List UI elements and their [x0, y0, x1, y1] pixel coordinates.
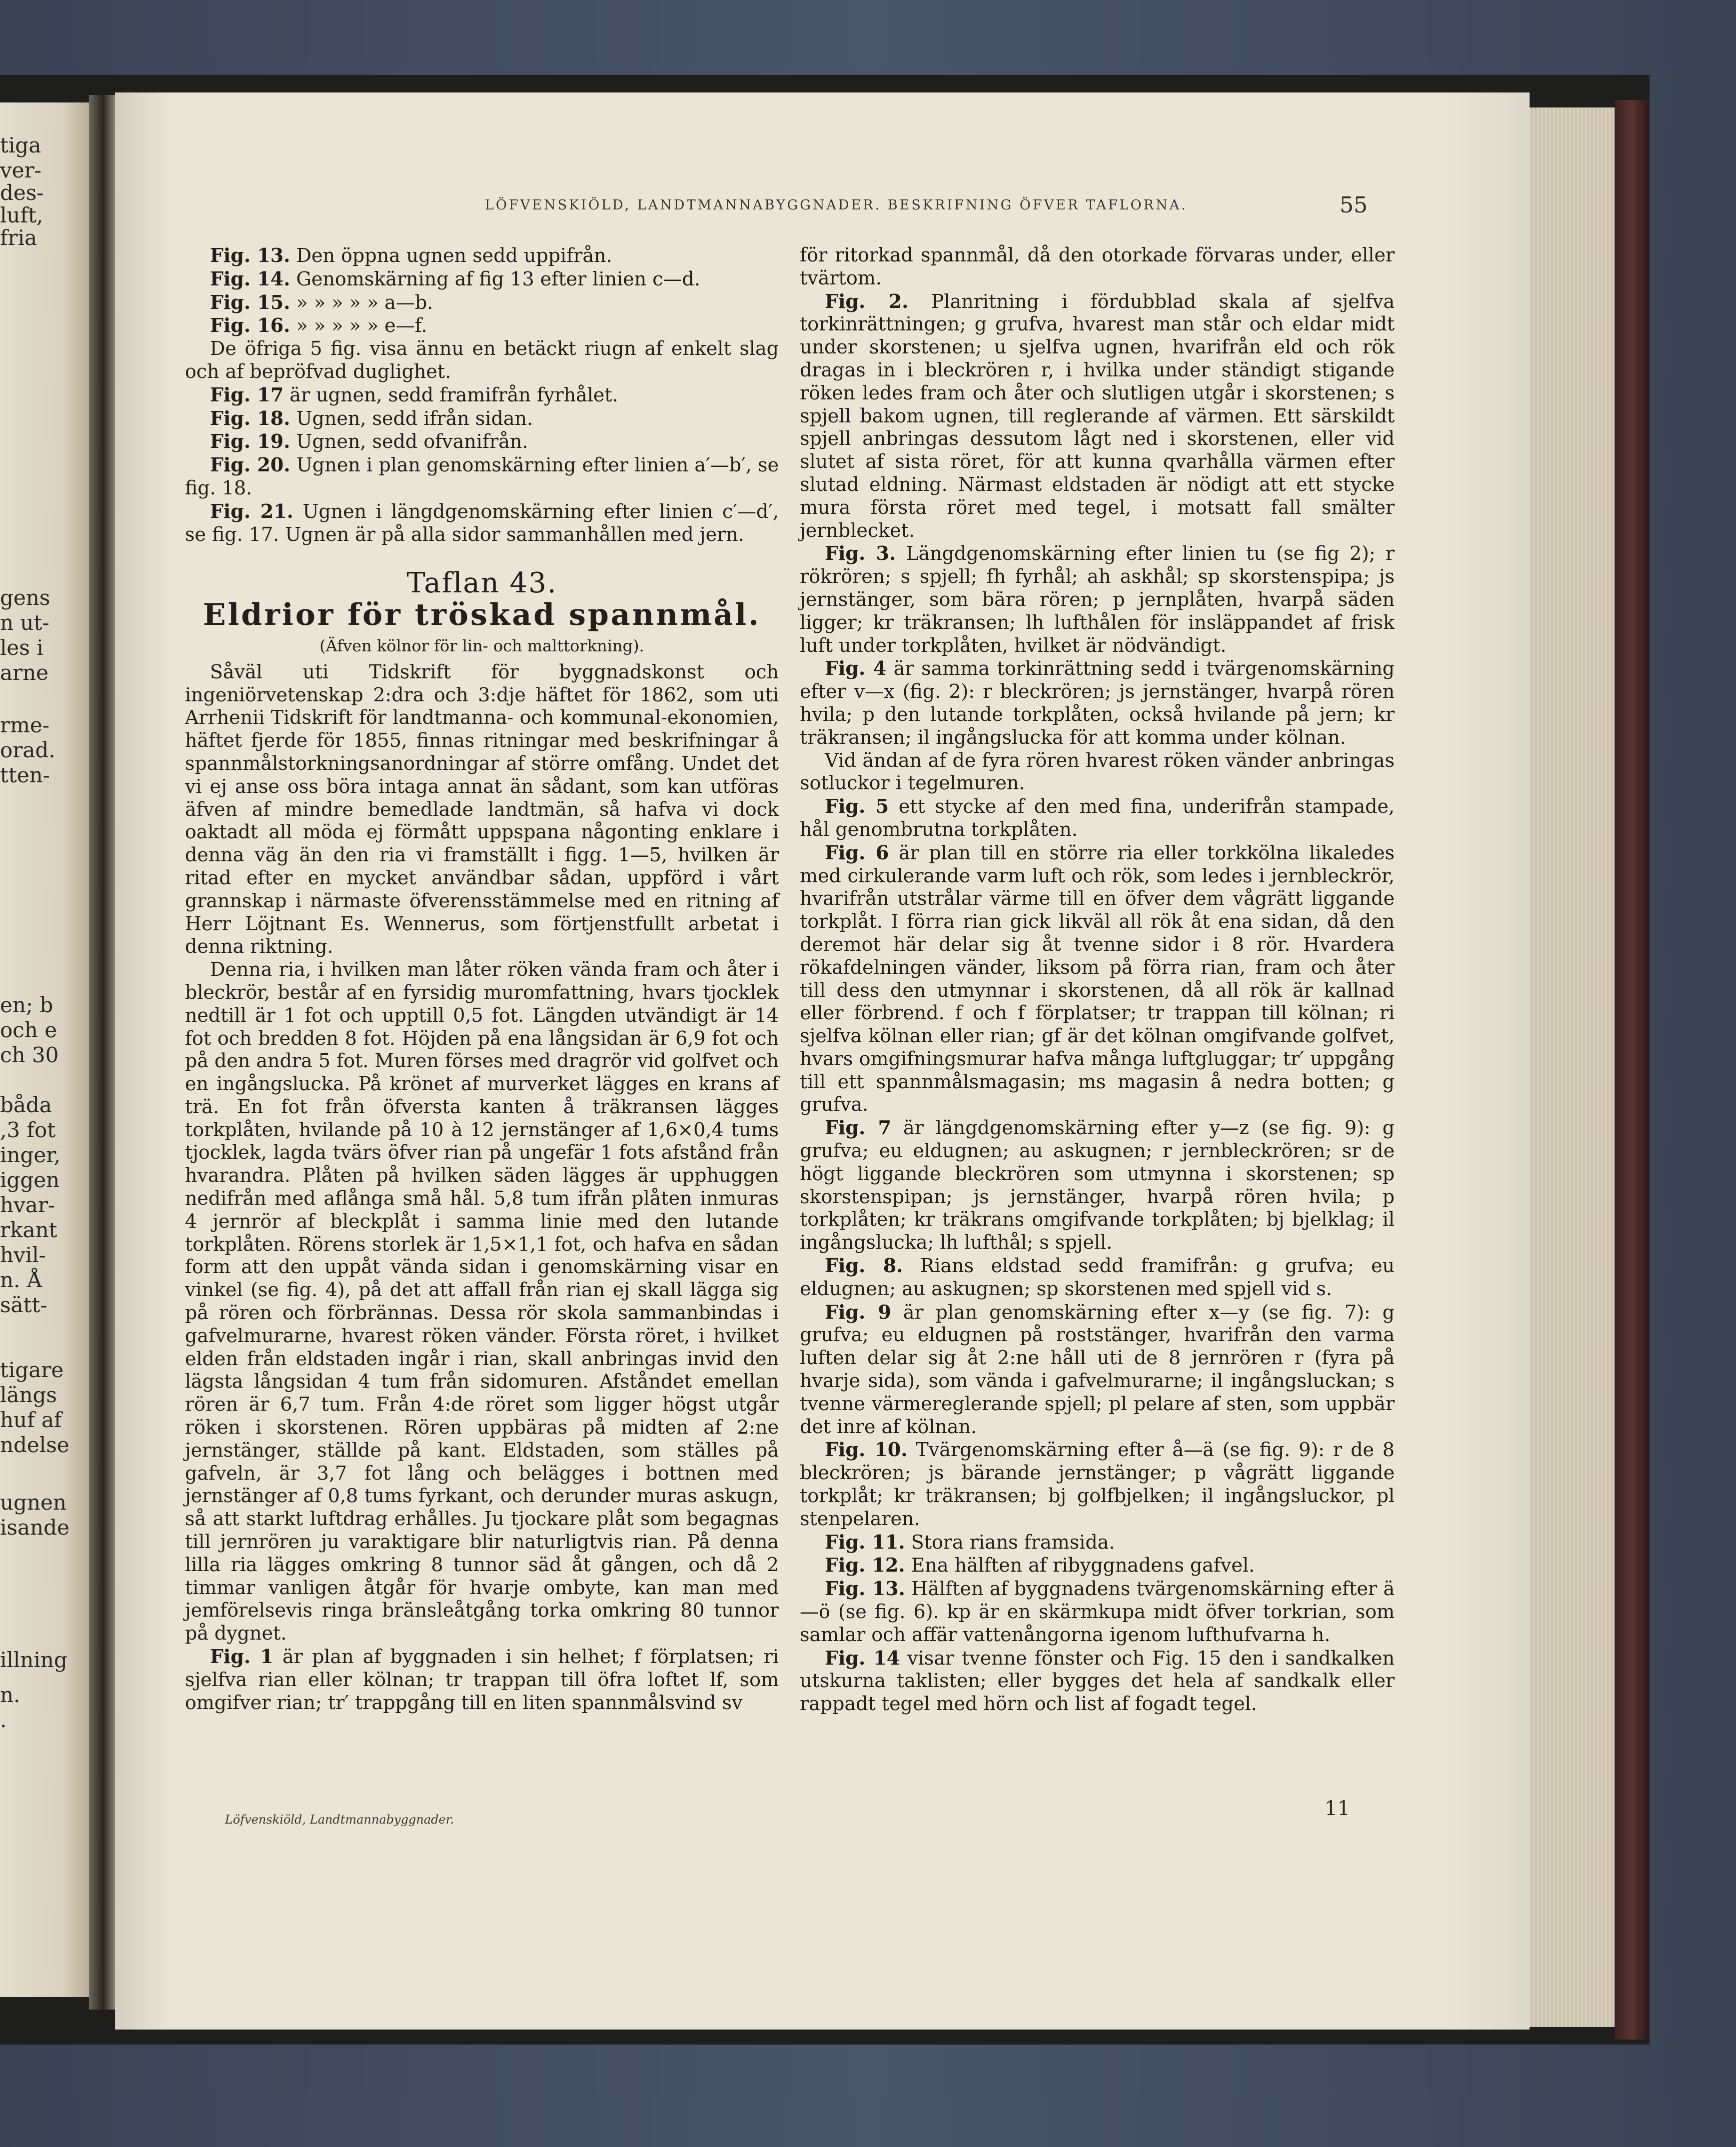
left-page-fragment: hvil- — [0, 1243, 46, 1267]
figure-label: Fig. 21. — [210, 499, 293, 522]
figure-caption — [185, 500, 779, 546]
figure-text: Den öppna ugnen sedd uppifrån. — [296, 244, 612, 266]
figure-text: Genomskärning af fig 13 efter linien c—d. — [296, 267, 700, 290]
figure-label: Fig. 4 — [825, 657, 887, 680]
figure-caption — [185, 314, 779, 337]
left-page-fragment: sätt- — [0, 1293, 47, 1317]
figure-description — [800, 1301, 1395, 1439]
figure-caption — [185, 407, 779, 430]
figure-text: Planritning i fördubblad skala af sjelfva torkinrättningen; g grufva, hvarest man står och eldar midt under skorstenen; u sjelfva ugnen, hvarifrån eld och rök dragas in i bleckrören r, i hvilka under ständigt stigande röken ledes fram och åter och slutligen utgår i skorstenen; s spjell bakom ugnen, till reglerande af värmen. Ett särskildt spjell anbringas dessutom lågt ned i skorstenen, eller vid slutet af sista röret, för att kunna qvarhålla värmen efter slutad eldning. Närmast eldstaden är nödigt att ett stycke mura första röret med tegel, i motsatt fall smälter jernblecket. — [800, 290, 1395, 541]
left-page-fragment: ch 30 — [0, 1043, 59, 1067]
book-cover — [1615, 100, 1650, 2040]
figure-text: » » » » » a—b. — [296, 291, 433, 313]
figure-caption — [185, 267, 779, 291]
figure-caption — [185, 244, 779, 267]
figure-description — [800, 841, 1395, 1117]
book-gutter — [89, 95, 115, 2010]
left-page-fragment: isande — [0, 1515, 69, 1540]
figure-label: Fig. 7 — [825, 1116, 891, 1139]
figure-text: är plan af byggnaden i sin helhet; f förplatsen; ri sjelfva rian eller kölnan; tr trappan till öfra loftet lf, som omgifver rian; tr′ trappgång till en liten spannmålsvind sv — [185, 1646, 779, 1714]
figure-text: » » » » » e—f. — [296, 314, 427, 337]
left-page-fragment: båda — [0, 1093, 52, 1117]
figure-description-list — [800, 290, 1395, 1716]
left-page-fragment: inger, — [0, 1143, 61, 1167]
figure-text: Ugnen i plan genomskärning efter linien a′—b′, se fig. 18. — [185, 454, 779, 499]
running-head: LÖFVENSKIÖLD, LANDTMANNABYGGNADER. BESKRIFNING ÖFVER TAFLORNA. — [485, 197, 1188, 213]
left-page-fragment: och e — [0, 1018, 57, 1042]
left-page-fragment: fria — [0, 225, 37, 250]
continuation-text: för ritorkad spannmål, då den otorkade förvaras under, eller tvärtom. — [800, 244, 1395, 289]
right-column — [800, 244, 1395, 1716]
intro-paragraph: De öfriga 5 fig. visa ännu en betäckt riugn af enkelt slag och af bepröfvad duglighet. — [185, 337, 779, 382]
figure-label: Fig. 13. — [825, 1577, 905, 1600]
figure-description — [800, 657, 1395, 749]
plate-title: Taflan 43. — [406, 567, 557, 600]
figure-caption — [185, 430, 779, 453]
figure-label: Fig. 8. — [825, 1254, 903, 1277]
page-number: 55 — [1340, 192, 1368, 218]
figure-text: Ugnen i längdgenomskärning efter linien c′—d′, se fig. 17. Ugnen är på alla sidor sammanhållen med jern. — [185, 500, 779, 545]
figure-text: ett stycke af den med fina, underifrån stampade, hål genombrutna torkplåten. — [800, 795, 1395, 840]
figure-label: Fig. 14. — [210, 267, 290, 290]
left-page-fragment: illning — [0, 1648, 67, 1672]
figure-description — [800, 542, 1395, 657]
left-page-fragment: rme- — [0, 713, 49, 737]
left-page-fragment: tiga — [0, 133, 41, 157]
figure-label: Fig. 19. — [210, 430, 290, 453]
left-page-fragment: ndelse — [0, 1433, 69, 1457]
figure-label: Fig. 13. — [210, 244, 290, 266]
figure-text: Vid ändan af de fyra rören hvarest röken vänder anbringas sotluckor i tegelmuren. — [800, 749, 1395, 794]
section-title: Eldrior för tröskad spannmål. — [202, 597, 761, 633]
figure-label: Fig. 12. — [825, 1554, 905, 1577]
figure-description — [800, 1577, 1395, 1646]
figure-label: Fig. 5 — [825, 795, 889, 818]
figure-text: är plan genomskärning efter x—y (se fig. 7): g grufva; eu eldugnen på roststänger, hvarifrån den varma luften delar sig åt 2:ne håll uti de 8 jernrören r (fyra på hvarje sida), som vända i gafvelmurarne; il ingångsluckan; s tvenne värmereglerande spjell; pl pelare af sten, som uppbär det inre af kölnan. — [800, 1301, 1395, 1438]
left-page-fragment: les i — [0, 635, 43, 660]
figure-caption-list — [185, 244, 779, 337]
left-page-fragment: arne — [0, 660, 49, 685]
figure-label: Fig. 9 — [825, 1300, 891, 1323]
left-page-fragment: ugnen — [0, 1490, 66, 1515]
left-page-fragment: rkant — [0, 1218, 57, 1242]
signature-mark: 11 — [1325, 1797, 1350, 1820]
figure-text: Tvärgenomskärning efter å—ä (se fig. 9): r de 8 bleckrören; js bärande jernstänger; p vågrätt liggande torkplåt; kr träkransen; bj golfbjelken; il ingångsluckor, pl stenpelaren. — [800, 1439, 1395, 1530]
figure-description — [800, 1254, 1395, 1301]
left-page-fragment: tten- — [0, 763, 50, 787]
left-page-fragment: des- — [0, 180, 44, 205]
left-page-fragment: längs — [0, 1383, 57, 1407]
figure-text: Hälften af byggnadens tvärgenomskärning efter ä—ö (se fig. 6). kp är en skärmkupa midt öfver torkrian, som samlar och affär vattenångorna igenom lufthufvarna h. — [800, 1578, 1395, 1646]
figure-label: Fig. 10. — [825, 1438, 908, 1461]
left-page-fragment: huf af — [0, 1408, 62, 1432]
left-page-fragment: n. — [0, 1683, 20, 1707]
figure-caption-list-2 — [185, 383, 779, 546]
figure-description — [800, 749, 1395, 795]
figure-text: är längdgenomskärning efter y—z (se fig. 9): g grufva; eu eldugnen; au askugnen; r jernbleckrören; sr de högt liggande bleckrören som utmynna i skorstenen; sp skorstenspipan; js jernstänger, hvarpå rören hvila; p torkplåten; kr träkrans omgifvande torkplåten; bj bjelklag; il ingångslucka; lh lufthål; s spjell. — [800, 1117, 1395, 1254]
figure-label: Fig. 2. — [825, 289, 909, 312]
figure-description — [800, 1438, 1395, 1530]
left-page-fragment: orad. — [0, 738, 55, 762]
figure-text: Ugnen, sedd ifrån sidan. — [296, 407, 533, 429]
footer-imprint: Löfvenskiöld, Landtmannabyggnader. — [225, 1813, 454, 1827]
figure-text: är plan till en större ria eller torkkölna likaledes med cirkulerande varm luft och rök, som ledes i jernbleckrör, hvarifrån utstrålar värme till en öfver dem vågrätt liggande torkplåt. I förra rian gick likväl all rök åt ena sidan, då den deremot här delar sig åt tvenne sidor i 8 rör. Hvardera rökafdelningen vänder, liksom på förra rian, fram och åter till dess den utmynnar i skorstenen, då all rök är kallnad eller förbrend. f och f förplatser; tr trappan till kölnan; ri sjelfva kölnan eller rian; gf är det kölnan omgifvande golfvet, hvars omgifningsmurar hafva många luftgluggar; tr′ uppgång till ett spannmålsmagasin; ms magasin å nedra botten; g grufva. — [800, 841, 1395, 1116]
figure-label: Fig. 3. — [825, 542, 896, 565]
figure-label: Fig. 18. — [210, 406, 290, 429]
figure-text: Stora rians framsida. — [911, 1531, 1115, 1553]
figure-description — [800, 1531, 1395, 1554]
figure-description — [800, 1554, 1395, 1577]
figure-text: Ena hälften af ribyggnadens gafvel. — [911, 1554, 1255, 1577]
body-paragraph: Denna ria, i hvilken man låter röken vända fram och åter i bleckrör, består af en fyrsidig muromfattning, hvars tjocklek nedtill är 1 fot och upptill 0,5 fot. Längden utvändigt är 14 fot och bredden 8 fot. Höjden på ena långsidan är 6,9 fot och på den andra 5 fot. Muren förses med dragrör vid golfvet och en ingångslucka. På krönet af murverket lägges en krans af trä. En fot från öfversta kanten å träkransen lägges torkplåten, hvilande på 10 à 12 jernstänger af 1,6×0,4 tums tjocklek, lagda tvärs öfver rian på ungefär 1 fots afstånd från hvarandra. Plåten på hvilken säden lägges är upphuggen nedifrån med aflånga små hål. 5,8 tum ifrån plåten inmuras 4 jernrör af bleckplåt i samma linie med den lutande torkplåten. Rörens storlek är 1,5×1,1 fot, och hafva en sådan form att den uppåt vända sidan i genomskärning visar en vinkel (se fig. 4), på det att affall från rian ej skall lägga sig på rören och förbrännas. Dessa rör skola sammanbindas i gafvelmurarne, hvarest röken vänder. Första röret, i hvilket elden från eldstaden ingår i rian, skall anbringas invid den lägsta långsidan 4 tum från sidomuren. Afståndet emellan rören är 6,7 tum. Från 4:de röret som ligger högst utgår röken i skorstenen. Rören uppbäras på midten af 2:ne jernstänger, ställde på kant. Eldstaden, som ställes på gafveln, är 3,7 fot lång och belägges i bottnen med jernstänger af 0,8 tums fyrkant, och derunder muras askugn, så att starkt luftdrag erhålles. Ju tjockare plåt som begagnas till jernrören ju varaktigare blir naturligtvis rian. På denna lilla ria lägges omkring 8 tunnor säd åt gången, och då 2 timmar vanligen åtgår för hvarje ombyte, kan man med jemförelsevis ringa bränsleåtgång torka omkring 80 tunnor på dygnet. — [185, 958, 779, 1645]
section-subtitle: (Äfven kölnor för lin- och malttorkning). — [319, 636, 644, 655]
figure-caption — [185, 383, 779, 407]
figure-caption — [185, 291, 779, 314]
figure-label: Fig. 6 — [825, 841, 889, 864]
figure-description — [800, 795, 1395, 841]
left-page-fragment: n ut- — [0, 610, 49, 635]
figure-description — [800, 290, 1395, 542]
left-page-fragment: ver- — [0, 158, 41, 182]
figure-description — [800, 1647, 1395, 1716]
left-column — [185, 244, 779, 1714]
left-page-fragment: . — [0, 1708, 7, 1732]
figure-label: Fig. 14 — [825, 1646, 900, 1669]
figure-label: Fig. 15. — [210, 290, 290, 313]
left-page-edge — [0, 102, 89, 1997]
left-page-fragment: luft, — [0, 203, 43, 227]
figure-caption — [185, 453, 779, 500]
left-page-fragment: ,3 fot — [0, 1118, 56, 1142]
figure-label: Fig. 11. — [825, 1530, 905, 1553]
left-page-fragment: iggen — [0, 1168, 60, 1192]
left-page-fragment: gens — [0, 585, 50, 610]
left-page-fragment: en; b — [0, 993, 53, 1017]
figure-label: Fig. 16. — [210, 314, 290, 337]
figure-description — [800, 1116, 1395, 1254]
figure-text: Ugnen, sedd ofvanifrån. — [296, 430, 528, 453]
figure-text: Längdgenomskärning efter linien tu (se fig 2); r rökrören; s spjell; fh fyrhål; ah askhål; sp skorstenspipa; js jernstänger, som bära rören; p jernplåten, hvarpå säden ligger; kr träkransen; lh lufthålen för insläppandet af frisk luft under torkplåten, hvilket är nödvändigt. — [800, 542, 1395, 656]
left-page-fragment: tigare — [0, 1358, 64, 1382]
figure-text: är ugnen, sedd framifrån fyrhålet. — [289, 383, 618, 406]
figure-text: visar tvenne fönster och Fig. 15 den i sandkalken utskurna taklisten; eller bygges det hela af sandkalk eller rappadt tegel med hörn och list af fogadt tegel. — [800, 1647, 1395, 1715]
left-page-fragment: n. Å — [0, 1268, 42, 1292]
figure-1-description — [185, 1645, 779, 1714]
figure-label: Fig. 20. — [210, 453, 290, 476]
figure-label: Fig. 17 — [210, 383, 284, 406]
body-paragraph: Såväl uti Tidskrift för byggnadskonst och ingeniörvetenskap 2:dra och 3:dje häftet för 1862, som uti Arrhenii Tidskrift för landtmanna- och kommunal-ekonomien, häftet fjerde för 1855, finnas ritningar med beskrifningar å spannmålstorkningsanordningar af större omfång. Undet det vi ej anse oss böra intaga annat än sådant, som kan utföras äfven af mindre bemedlade landtmän, så hafva vi dock oaktadt all möda ej förmått uppspana någonting enklare i denna väg än den ria vi framställt i figg. 1—5, hvilken är ritad efter en mycket användbar sådan, uppförd i vårt grannskap i närmaste öfverensstämmelse med en ritning af Herr Löjtnant Es. Wennerus, som förtjenstfullt arbetat i denna riktning. — [185, 660, 779, 958]
figure-label: Fig. 1 — [210, 1645, 273, 1668]
left-page-fragment: hvar- — [0, 1193, 55, 1217]
figure-text: Rians eldstad sedd framifrån: g grufva; eu eldugnen; au askugnen; sp skorstenen med spjell vid s. — [800, 1255, 1395, 1300]
figure-text: är samma torkinrättning sedd i tvärgenomskärning efter v—x (fig. 2): r bleckrören; js jernstänger, hvarpå rören hvila; p den lutande torkplåten, också hvilande på jern; kr träkransen; il ingångslucka för att komma under kölnan. — [800, 657, 1395, 748]
page-edges — [1520, 107, 1620, 2027]
